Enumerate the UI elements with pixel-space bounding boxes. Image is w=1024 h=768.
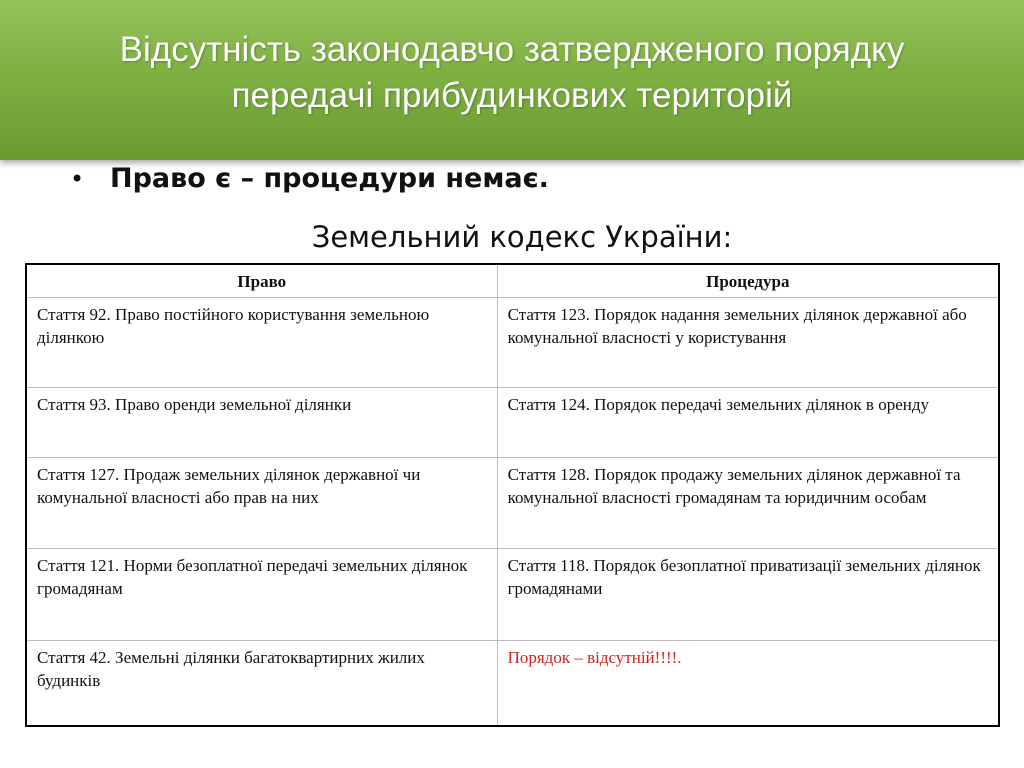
slide-title: Відсутність законодавчо затвердженого порядку передачі прибудинкових територій: [119, 30, 905, 115]
bullet-text: Право є – процедури немає.: [110, 163, 549, 194]
right-cell: Стаття 93. Право оренди земельної ділянки: [26, 388, 497, 458]
procedure-cell: Стаття 123. Порядок надання земельних ділянок державної або комунальної власності у користування: [497, 298, 999, 388]
title-bar: [0, 0, 1024, 160]
right-cell: Стаття 92. Право постійного користування земельною ділянкою: [26, 298, 497, 388]
procedure-cell: Стаття 118. Порядок безоплатної приватизації земельних ділянок громадянами: [497, 549, 999, 641]
procedure-cell: Стаття 124. Порядок передачі земельних ділянок в оренду: [497, 388, 999, 458]
table-row: [26, 549, 999, 641]
right-cell: Стаття 42. Земельні ділянки багатоквартирних жилих будинків: [26, 641, 497, 727]
table-row: [26, 641, 999, 727]
table-caption: Земельний кодекс України:: [311, 220, 733, 254]
table-row: [26, 298, 999, 388]
right-cell: Стаття 121. Норми безоплатної передачі земельних ділянок громадянам: [26, 549, 497, 641]
table-header-row: [26, 264, 999, 298]
column-header-right: Право: [26, 264, 497, 298]
right-cell: Стаття 127. Продаж земельних ділянок державної чи комунальної власності або прав на них: [26, 458, 497, 549]
missing-procedure-text: Порядок – відсутній!!!!.: [507, 648, 682, 667]
table-row: [26, 388, 999, 458]
bullet-point: [70, 163, 549, 194]
column-header-procedure: Процедура: [497, 264, 999, 298]
bullet-dot-icon: •: [70, 164, 85, 193]
table-row: [26, 458, 999, 549]
law-comparison-table: [25, 263, 1000, 727]
procedure-cell-missing: [497, 641, 999, 727]
procedure-cell: Стаття 128. Порядок продажу земельних ділянок державної та комунальної власності громадянам та юридичним особам: [497, 458, 999, 549]
